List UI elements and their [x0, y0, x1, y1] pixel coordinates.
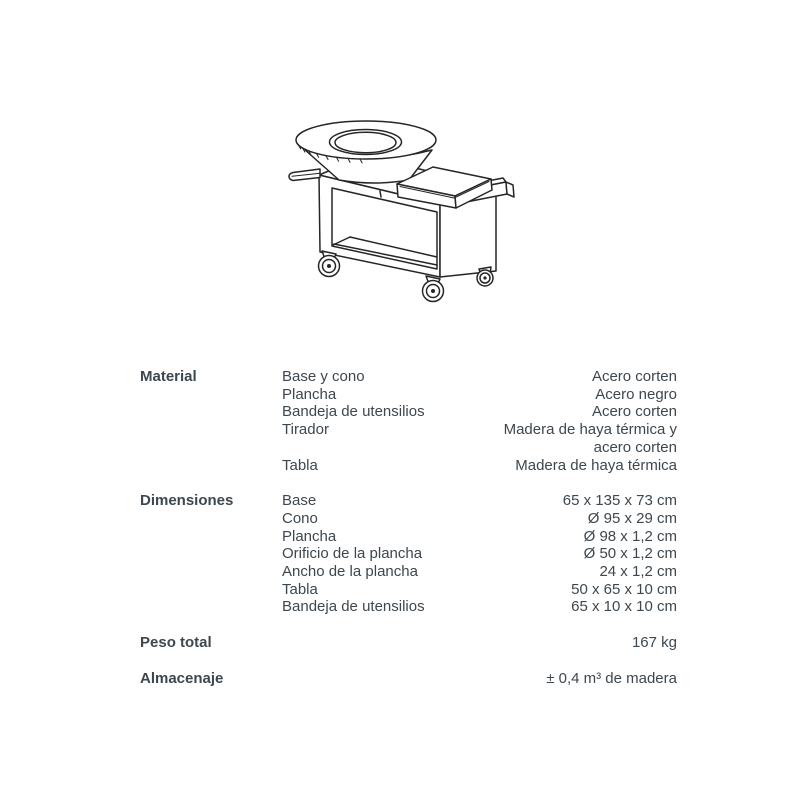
spec-section-material	[140, 368, 677, 474]
spec-section-almacenaje	[140, 670, 677, 688]
caster-wheel-left	[319, 251, 340, 277]
spec-value: Acero corten	[591, 403, 677, 421]
spec-name: Tirador	[282, 421, 329, 439]
slab-seam	[380, 191, 381, 197]
spec-value: Madera de haya térmica	[515, 456, 677, 474]
spec-row	[282, 492, 677, 510]
spec-name: Bandeja de utensilios	[282, 403, 425, 421]
spec-row	[282, 368, 677, 386]
spec-name: Tabla	[282, 456, 318, 474]
spec-section-label: Dimensiones	[140, 492, 234, 510]
spec-name: Ancho de la plancha	[282, 563, 418, 581]
spec-name: Tabla	[282, 580, 318, 598]
spec-section-label: Material	[140, 368, 197, 385]
spec-table	[140, 368, 677, 706]
spec-name: Bandeja de utensilios	[282, 598, 425, 616]
spec-name: Plancha	[282, 385, 337, 403]
spec-value: Ø 50 x 1,2 cm	[583, 545, 677, 563]
spec-row	[282, 421, 677, 439]
spec-value: Acero corten	[591, 368, 677, 385]
spec-value: Madera de haya térmica y	[503, 421, 677, 439]
spec-value: ± 0,4 m³ de madera	[546, 669, 677, 687]
spec-row	[282, 670, 677, 688]
spec-value: Ø 95 x 29 cm	[587, 509, 677, 527]
spec-name: Base	[282, 492, 317, 510]
spec-section-dimensiones	[140, 492, 677, 616]
spec-row	[282, 563, 677, 581]
spec-row	[282, 457, 677, 475]
spec-row	[282, 581, 677, 599]
spec-name: Orificio de la plancha	[282, 545, 423, 563]
spec-name: Cono	[282, 509, 318, 527]
spec-row	[282, 439, 677, 457]
spec-value: 24 x 1,2 cm	[599, 563, 677, 581]
spec-name: Plancha	[282, 527, 337, 545]
spec-row	[282, 403, 677, 421]
spec-name: Base y cono	[282, 368, 365, 385]
spec-value: acero corten	[593, 438, 677, 456]
caster-wheel-right	[477, 267, 493, 286]
spec-section-label: Peso total	[140, 634, 212, 652]
spec-value: Ø 98 x 1,2 cm	[583, 527, 677, 545]
spec-value: 167 kg	[631, 634, 677, 652]
spec-value: 65 x 135 x 73 cm	[562, 492, 677, 510]
spec-value: 50 x 65 x 10 cm	[571, 580, 677, 598]
grill-plate-ring	[330, 130, 402, 155]
spec-value: Acero negro	[595, 385, 677, 403]
spec-row	[282, 634, 677, 652]
spec-row	[282, 598, 677, 616]
spec-row	[282, 545, 677, 563]
spec-row	[282, 386, 677, 404]
spec-value: 65 x 10 x 10 cm	[571, 598, 677, 616]
spec-row	[282, 528, 677, 546]
caster-wheel-middle	[423, 276, 444, 302]
handle-bar	[289, 169, 320, 181]
spec-row	[282, 510, 677, 528]
spec-section-label: Almacenaje	[140, 669, 224, 687]
spec-section-peso-total	[140, 634, 677, 652]
